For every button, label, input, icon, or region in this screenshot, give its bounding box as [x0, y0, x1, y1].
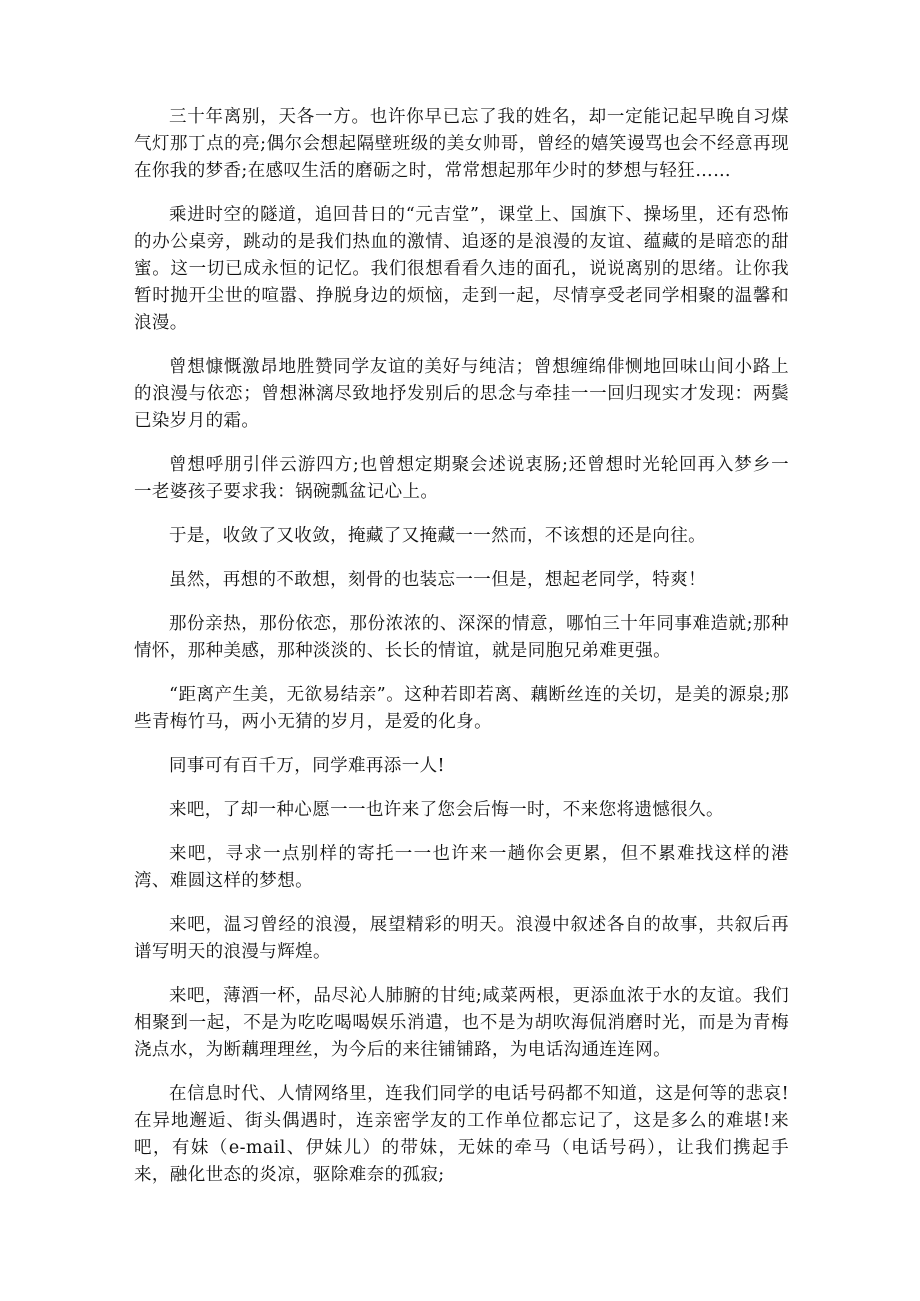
- paragraph-9: 同事可有百千万，同学难再添一人!: [169, 756, 445, 776]
- paragraph-4: 曾想呼朋引伴云游四方;也曾想定期聚会述说衷肠;还曾想时光轮回再入梦乡一一老婆孩子要求我：锅碗瓢盆记心上。: [134, 455, 789, 502]
- paragraph-2: 乘进时空的隧道，追回昔日的“元吉堂”，课堂上、国旗下、操场里，还有恐怖的办公桌旁，跳动的是我们热血的激情、追逐的是浪漫的友谊、蕴藏的是暗恋的甜蜜。这一切已成永恒的记忆。我们很想看看久违的面孔，说说离别的思绪。让你我暂时抛开尘世的喧嚣、挣脱身边的烦恼，走到一起，尽情享受老同学相聚的温馨和浪漫。: [134, 205, 789, 333]
- paragraph-12: 来吧，温习曾经的浪漫，展望精彩的明天。浪漫中叙述各自的故事，共叙后再谱写明天的浪漫与辉煌。: [134, 915, 789, 962]
- paragraph-10: 来吧，了却一种心愿一一也许来了您会后悔一时，不来您将遗憾很久。: [169, 800, 724, 820]
- paragraph-8: “距离产生美，无欲易结亲”。这种若即若离、藕断丝连的关切，是美的源泉;那些青梅竹马，两小无猜的岁月，是爱的化身。: [134, 685, 789, 732]
- paragraph-1: 三十年离别，天各一方。也许你早已忘了我的姓名，却一定能记起早晚自习煤气灯那丁点的亮;偶尔会想起隔壁班级的美女帅哥，曾经的嬉笑谩骂也会不经意再现在你我的梦香;在感叹生活的磨砺之时，常常想起那年少时的梦想与轻狂……: [134, 107, 789, 181]
- document-body: [134, 104, 789, 1206]
- paragraph-13: 来吧，薄酒一杯，品尽沁人肺腑的甘纯;咸菜两根，更添血浓于水的友谊。我们相聚到一起，不是为吃吃喝喝娱乐消遣，也不是为胡吹海侃消磨时光，而是为青梅浇点水，为断藕理理丝，为今后的来往铺铺路，为电话沟通连连网。: [134, 986, 789, 1060]
- paragraph-6: 虽然，再想的不敢想，刻骨的也装忘一一但是，想起老同学，特爽！: [169, 570, 706, 590]
- paragraph-11: 来吧，寻求一点别样的寄托一一也许来一趟你会更累，但不累难找这样的港湾、难圆这样的梦想。: [134, 844, 789, 891]
- paragraph-14: 在信息时代、人情网络里，连我们同学的电话号码都不知道，这是何等的悲哀!在异地邂逅、街头偶遇时，连亲密学友的工作单位都忘记了，这是多么的难堪!来吧，有妹（e-mail、伊妹儿）的带妹，无妹的牵马（电话号码），让我们携起手来，融化世态的炎凉，驱除难奈的孤寂;: [134, 1084, 789, 1185]
- paragraph-7: 那份亲热，那份依恋，那份浓浓的、深深的情意，哪怕三十年同事难造就;那种情怀，那种美感，那种淡淡的、长长的情谊，就是同胞兄弟难更强。: [134, 614, 789, 661]
- paragraph-5: 于是，收敛了又收敛，掩藏了又掩藏一一然而，不该想的还是向往。: [169, 526, 706, 546]
- paragraph-3: 曾想慷慨激昂地胜赞同学友谊的美好与纯洁；曾想缠绵俳恻地回味山间小路上的浪漫与依恋；曾想淋漓尽致地抒发别后的思念与牵挂一一回归现实才发现：两鬓已染岁月的霜。: [134, 357, 789, 431]
